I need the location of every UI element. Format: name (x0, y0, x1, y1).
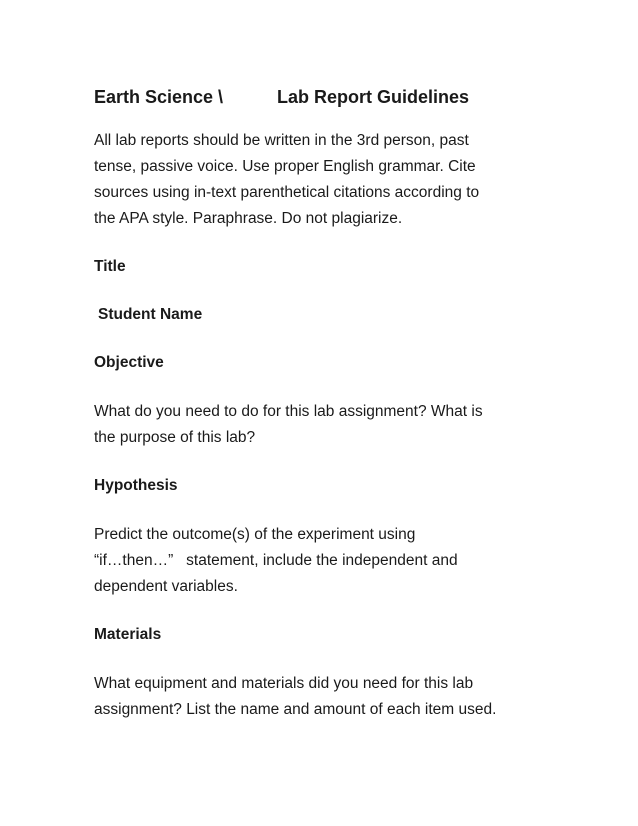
hypothesis-line: Predict the outcome(s) of the experiment using (94, 526, 416, 543)
materials-line: What equipment and materials did you need for this lab (94, 675, 474, 692)
materials-paragraph (94, 671, 554, 723)
intro-line: the APA style. Paraphrase. Do not plagiarize. (94, 210, 403, 227)
objective-heading: Objective (94, 354, 164, 371)
title-heading: Title (94, 258, 126, 275)
intro-line: tense, passive voice. Use proper English grammar. Cite (94, 158, 476, 175)
intro-paragraph (94, 128, 554, 232)
materials-line: assignment? List the name and amount of each item used. (94, 701, 497, 718)
intro-line: sources using in-text parenthetical citations according to (94, 184, 480, 201)
materials-heading: Materials (94, 626, 162, 643)
student-name-heading: Student Name (98, 306, 203, 323)
intro-line: All lab reports should be written in the 3rd person, past (94, 132, 469, 149)
subject-title: Earth Science \ (94, 87, 224, 107)
document-page (94, 84, 554, 723)
objective-line: the purpose of this lab? (94, 429, 256, 446)
hypothesis-paragraph (94, 522, 554, 600)
objective-paragraph (94, 399, 554, 451)
objective-line: What do you need to do for this lab assignment? What is (94, 403, 483, 420)
hypothesis-line: dependent variables. (94, 578, 238, 595)
hypothesis-line: “if…then…” statement, include the independent and (94, 552, 458, 569)
hypothesis-heading: Hypothesis (94, 477, 178, 494)
document-title: Lab Report Guidelines (277, 87, 470, 107)
document-title-row (94, 84, 554, 110)
